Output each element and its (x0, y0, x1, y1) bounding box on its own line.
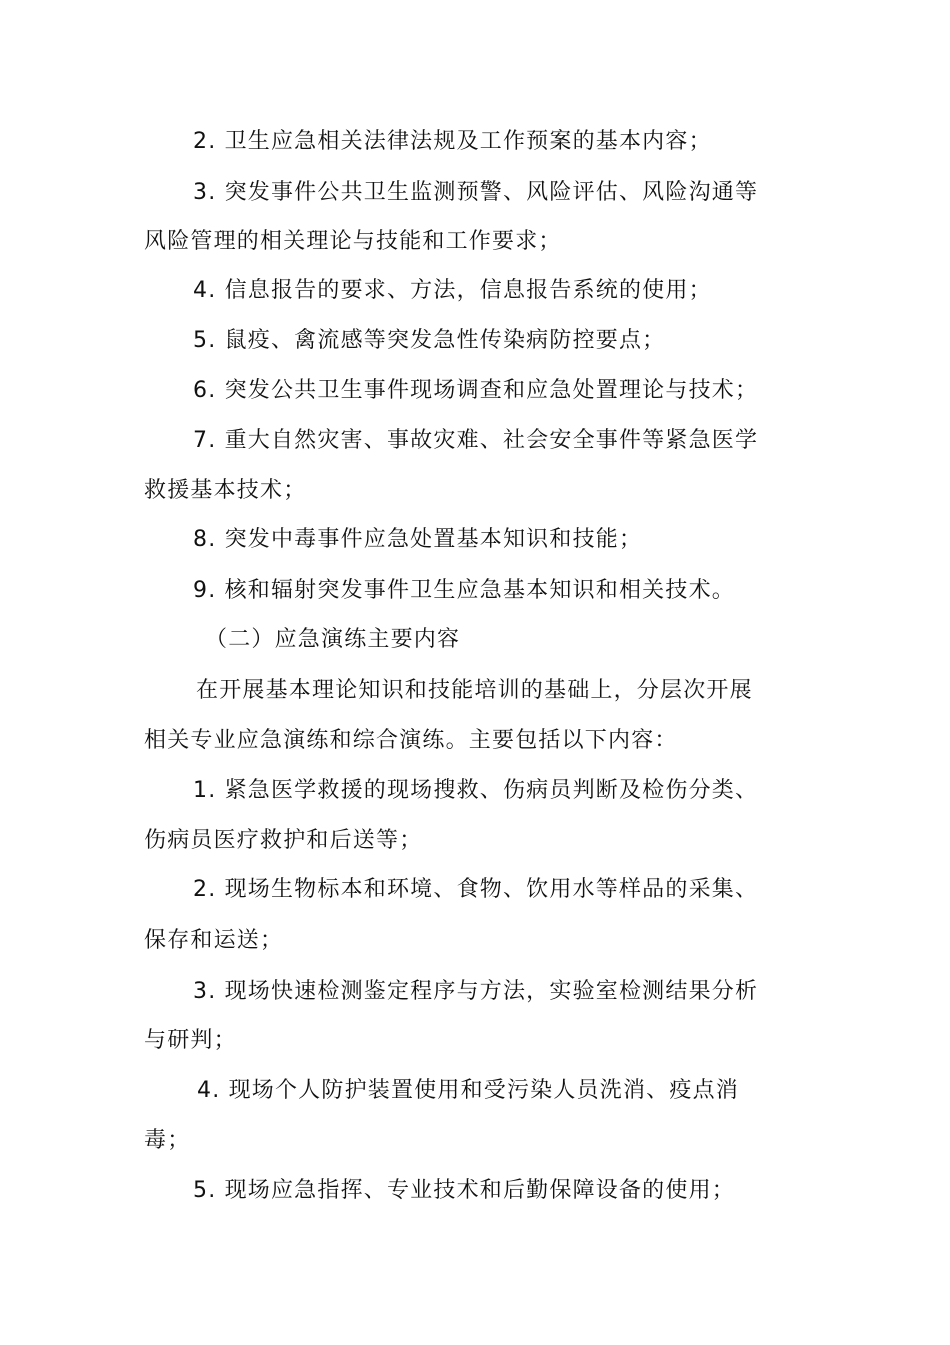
list-item-2-training: 2. 卫生应急相关法律法规及工作预案的基本内容； (193, 129, 712, 154)
list-item-5-training: 5. 鼠疫、禽流感等突发急性传染病防控要点； (193, 328, 666, 353)
list-item-3-drill-cont: 与研判； (144, 1028, 237, 1053)
section-heading-drills: （二）应急演练主要内容 (205, 627, 461, 652)
list-item-1-drill: 1. 紧急医学救援的现场搜救、伤病员判断及检伤分类、 (193, 778, 759, 803)
list-item-5-drill: 5. 现场应急指挥、专业技术和后勤保障设备的使用； (193, 1178, 735, 1203)
list-item-1-drill-cont: 伤病员医疗救护和后送等； (144, 828, 423, 853)
paragraph-intro: 在开展基本理论知识和技能培训的基础上，分层次开展 (196, 678, 753, 703)
list-item-6-training: 6. 突发公共卫生事件现场调查和应急处置理论与技术； (193, 378, 759, 403)
list-item-9-training: 9. 核和辐射突发事件卫生应急基本知识和相关技术。 (193, 578, 735, 603)
list-item-7-training-cont: 救援基本技术； (144, 478, 307, 503)
list-item-8-training: 8. 突发中毒事件应急处置基本知识和技能； (193, 527, 643, 552)
list-item-4-drill: 4. 现场个人防护装置使用和受污染人员洗消、疫点消 (197, 1078, 739, 1103)
list-item-7-training: 7. 重大自然灾害、事故灾难、社会安全事件等紧急医学 (193, 428, 759, 453)
list-item-2-drill-cont: 保存和运送； (144, 928, 284, 953)
list-item-3-training: 3. 突发事件公共卫生监测预警、风险评估、风险沟通等 (193, 180, 759, 205)
list-item-4-training: 4. 信息报告的要求、方法，信息报告系统的使用； (193, 278, 712, 303)
list-item-3-drill: 3. 现场快速检测鉴定程序与方法，实验室检测结果分析 (193, 979, 759, 1004)
list-item-2-drill: 2. 现场生物标本和环境、食物、饮用水等样品的采集、 (193, 877, 759, 902)
paragraph-intro-cont: 相关专业应急演练和综合演练。主要包括以下内容： (144, 728, 678, 753)
list-item-4-drill-cont: 毒； (144, 1128, 191, 1153)
list-item-3-training-cont: 风险管理的相关理论与技能和工作要求； (144, 229, 562, 254)
